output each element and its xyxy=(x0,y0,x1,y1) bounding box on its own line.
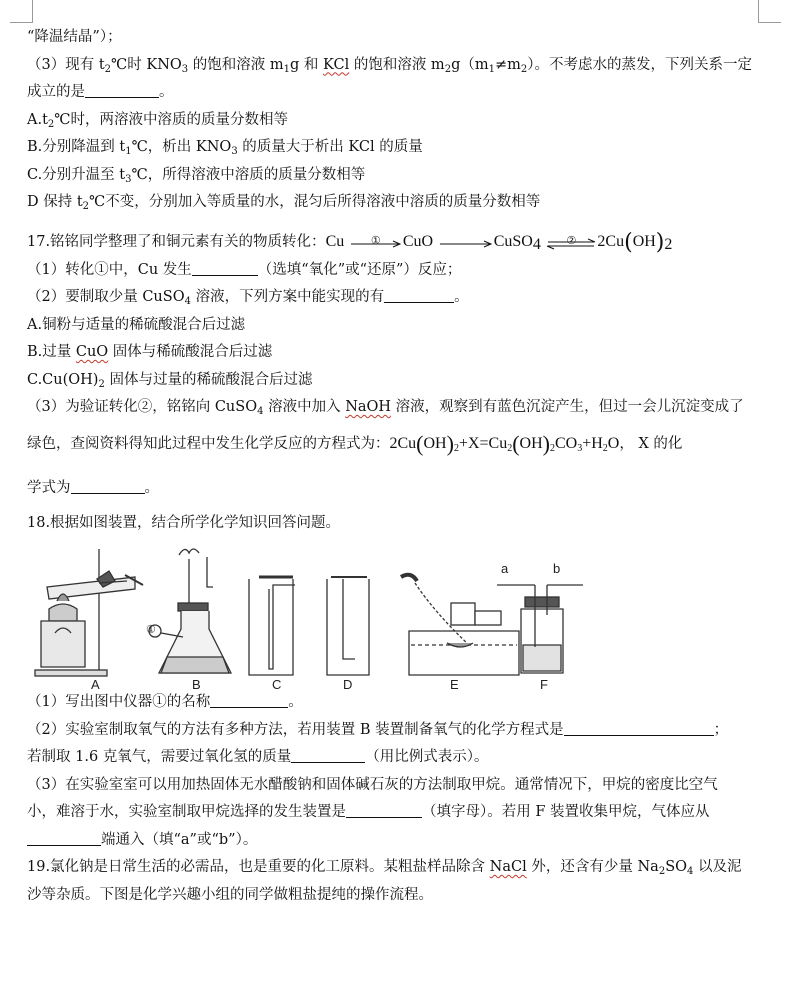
q17-option-c: $C.Cu(OH)_2$ 固体与过量的稀硫酸混合后过滤 xyxy=(27,371,313,390)
q16-part3-stem-cont: 成立的是 。 xyxy=(27,79,779,107)
apparatus-c-drawing xyxy=(249,577,295,675)
q16-part3-stem: （3）现有 $t_2℃$时 $KNO_3$ 的饱和溶液 $m_1g$ 和 KCl 的饱和溶液 $m_2g(m_1\ne m_2)$。不考虑水的蒸发，下列关系一定 xyxy=(27,56,753,75)
instrument-marker-1: ① xyxy=(146,624,156,636)
figure-label-d: D xyxy=(343,677,353,692)
answer-blank[interactable] xyxy=(564,718,714,736)
q18-part3-cont: 小，难溶于水，实验室制取甲烷选择的发生装置是 （填字母）。若用 F 装置收集甲烷，气体应从 xyxy=(27,799,779,827)
reaction-arrow-1: ① xyxy=(349,232,403,252)
q18-part2: （2）实验室制取氧气的方法有多种方法，若用装置 B 装置制备氧气的化学方程式是 ； xyxy=(27,717,779,745)
apparatus-e-drawing xyxy=(401,575,519,675)
page-corner-mark-right xyxy=(758,0,781,23)
answer-blank[interactable] xyxy=(85,80,159,98)
reaction-arrow-plain xyxy=(438,232,494,252)
answer-blank[interactable] xyxy=(27,828,101,846)
figure-label-e: E xyxy=(450,677,459,692)
q18-stem: 18.根据如图装置，结合所学化学知识回答问题。 xyxy=(27,514,341,531)
q17-option-b: B.过量 CuO 固体与稀硫酸混合后过滤 xyxy=(27,344,273,360)
answer-blank[interactable] xyxy=(384,285,454,303)
q19-stem: 19.氯化钠是日常生活的必需品，也是重要的化工原料。某粗盐样品除含 NaCl 外，还含有少量 $Na_2SO_4$ 以及泥 xyxy=(27,859,742,877)
document-page xyxy=(27,24,779,909)
reversible-arrow-2: ② xyxy=(545,232,597,252)
q17-part1: （1）转化①中，Cu 发生 （选填“氧化”或“还原”）反应； xyxy=(27,257,779,285)
q18-part3: （3）在实验室室可以用加热固体无水醋酸钠和固体碱石灰的方法制取甲烷。通常情况下，甲烷的密度比空气 xyxy=(27,776,718,793)
figure-label-b: B xyxy=(192,677,201,692)
figure-label-a: A xyxy=(91,677,100,692)
apparatus-f-drawing xyxy=(497,585,583,673)
figure-label-c: C xyxy=(272,677,282,692)
q18-part1: （1）写出图中仪器①的名称 。 xyxy=(27,689,779,717)
q16-option-b: B.分别降温到 $t_1℃$，析出 $KNO_3$ 的质量大于析出 KCl 的质量 xyxy=(27,139,423,157)
port-label-b: b xyxy=(553,561,561,576)
answer-blank[interactable] xyxy=(346,800,422,818)
q17-part3-end: 学式为 。 xyxy=(27,466,779,510)
q17-option-a: A.铜粉与适量的稀硫酸混合后过滤 xyxy=(27,316,246,333)
answer-blank[interactable] xyxy=(291,745,365,763)
q17-stem: 17.铭铭同学整理了和铜元素有关的物质转化：Cu ① CuO CuSO$_4$ ② $2Cu(OH)_2$ xyxy=(27,229,673,255)
q16-option-a: $A.t_2℃$时，两溶液中溶质的质量分数相等 xyxy=(27,111,289,130)
figure-label-f: F xyxy=(540,677,548,692)
q16-end-line: “降温结晶”）； xyxy=(27,29,122,45)
port-label-a: a xyxy=(501,561,509,576)
apparatus-a-drawing xyxy=(35,549,143,676)
q19-stem-cont: 沙等杂质。下图是化学兴趣小组的同学做粗盐提纯的操作流程。 xyxy=(27,886,433,903)
answer-blank[interactable] xyxy=(210,690,288,708)
chemical-equation: $2Cu(OH)_2+X=Cu_2(OH)_2CO_3+H_2O$ xyxy=(389,430,620,456)
q16-option-c: C.分别升温至 $t_3℃$，所得溶液中溶质的质量分数相等 xyxy=(27,166,366,185)
apparatus-b-drawing xyxy=(149,549,231,673)
answer-blank[interactable] xyxy=(192,258,258,276)
q17-equation-line: 绿色，查阅资料得知此过程中发生化学反应的方程式为：$2Cu(OH)_2+X=Cu_2(OH)_2CO_3+H_2O$， X 的化 xyxy=(27,430,683,456)
page-corner-mark-left xyxy=(10,0,33,23)
q17-part2: （2）要制取少量 CuSO$_4$ 溶液，下列方案中能实现的有 。 xyxy=(27,284,779,312)
apparatus-d-drawing xyxy=(327,577,369,675)
answer-blank[interactable] xyxy=(71,476,145,494)
q18-part2-cont: 若制取 1.6 克氧气，需要过氧化氢的质量 （用比例式表示）。 xyxy=(27,744,779,772)
apparatus-figure xyxy=(27,537,779,692)
q16-option-d: D 保持 $t_2℃$不变，分别加入等质量的水，混匀后所得溶液中溶质的质量分数相等 xyxy=(27,194,541,212)
q17-part3: （3）为验证转化②，铭铭向 CuSO$_4$ 溶液中加入 NaOH 溶液，观察到有蓝色沉淀产生，但过一会儿沉淀变成了 xyxy=(27,399,744,417)
q18-part3-end: 端通入（填“a”或“b”）。 xyxy=(27,827,779,855)
